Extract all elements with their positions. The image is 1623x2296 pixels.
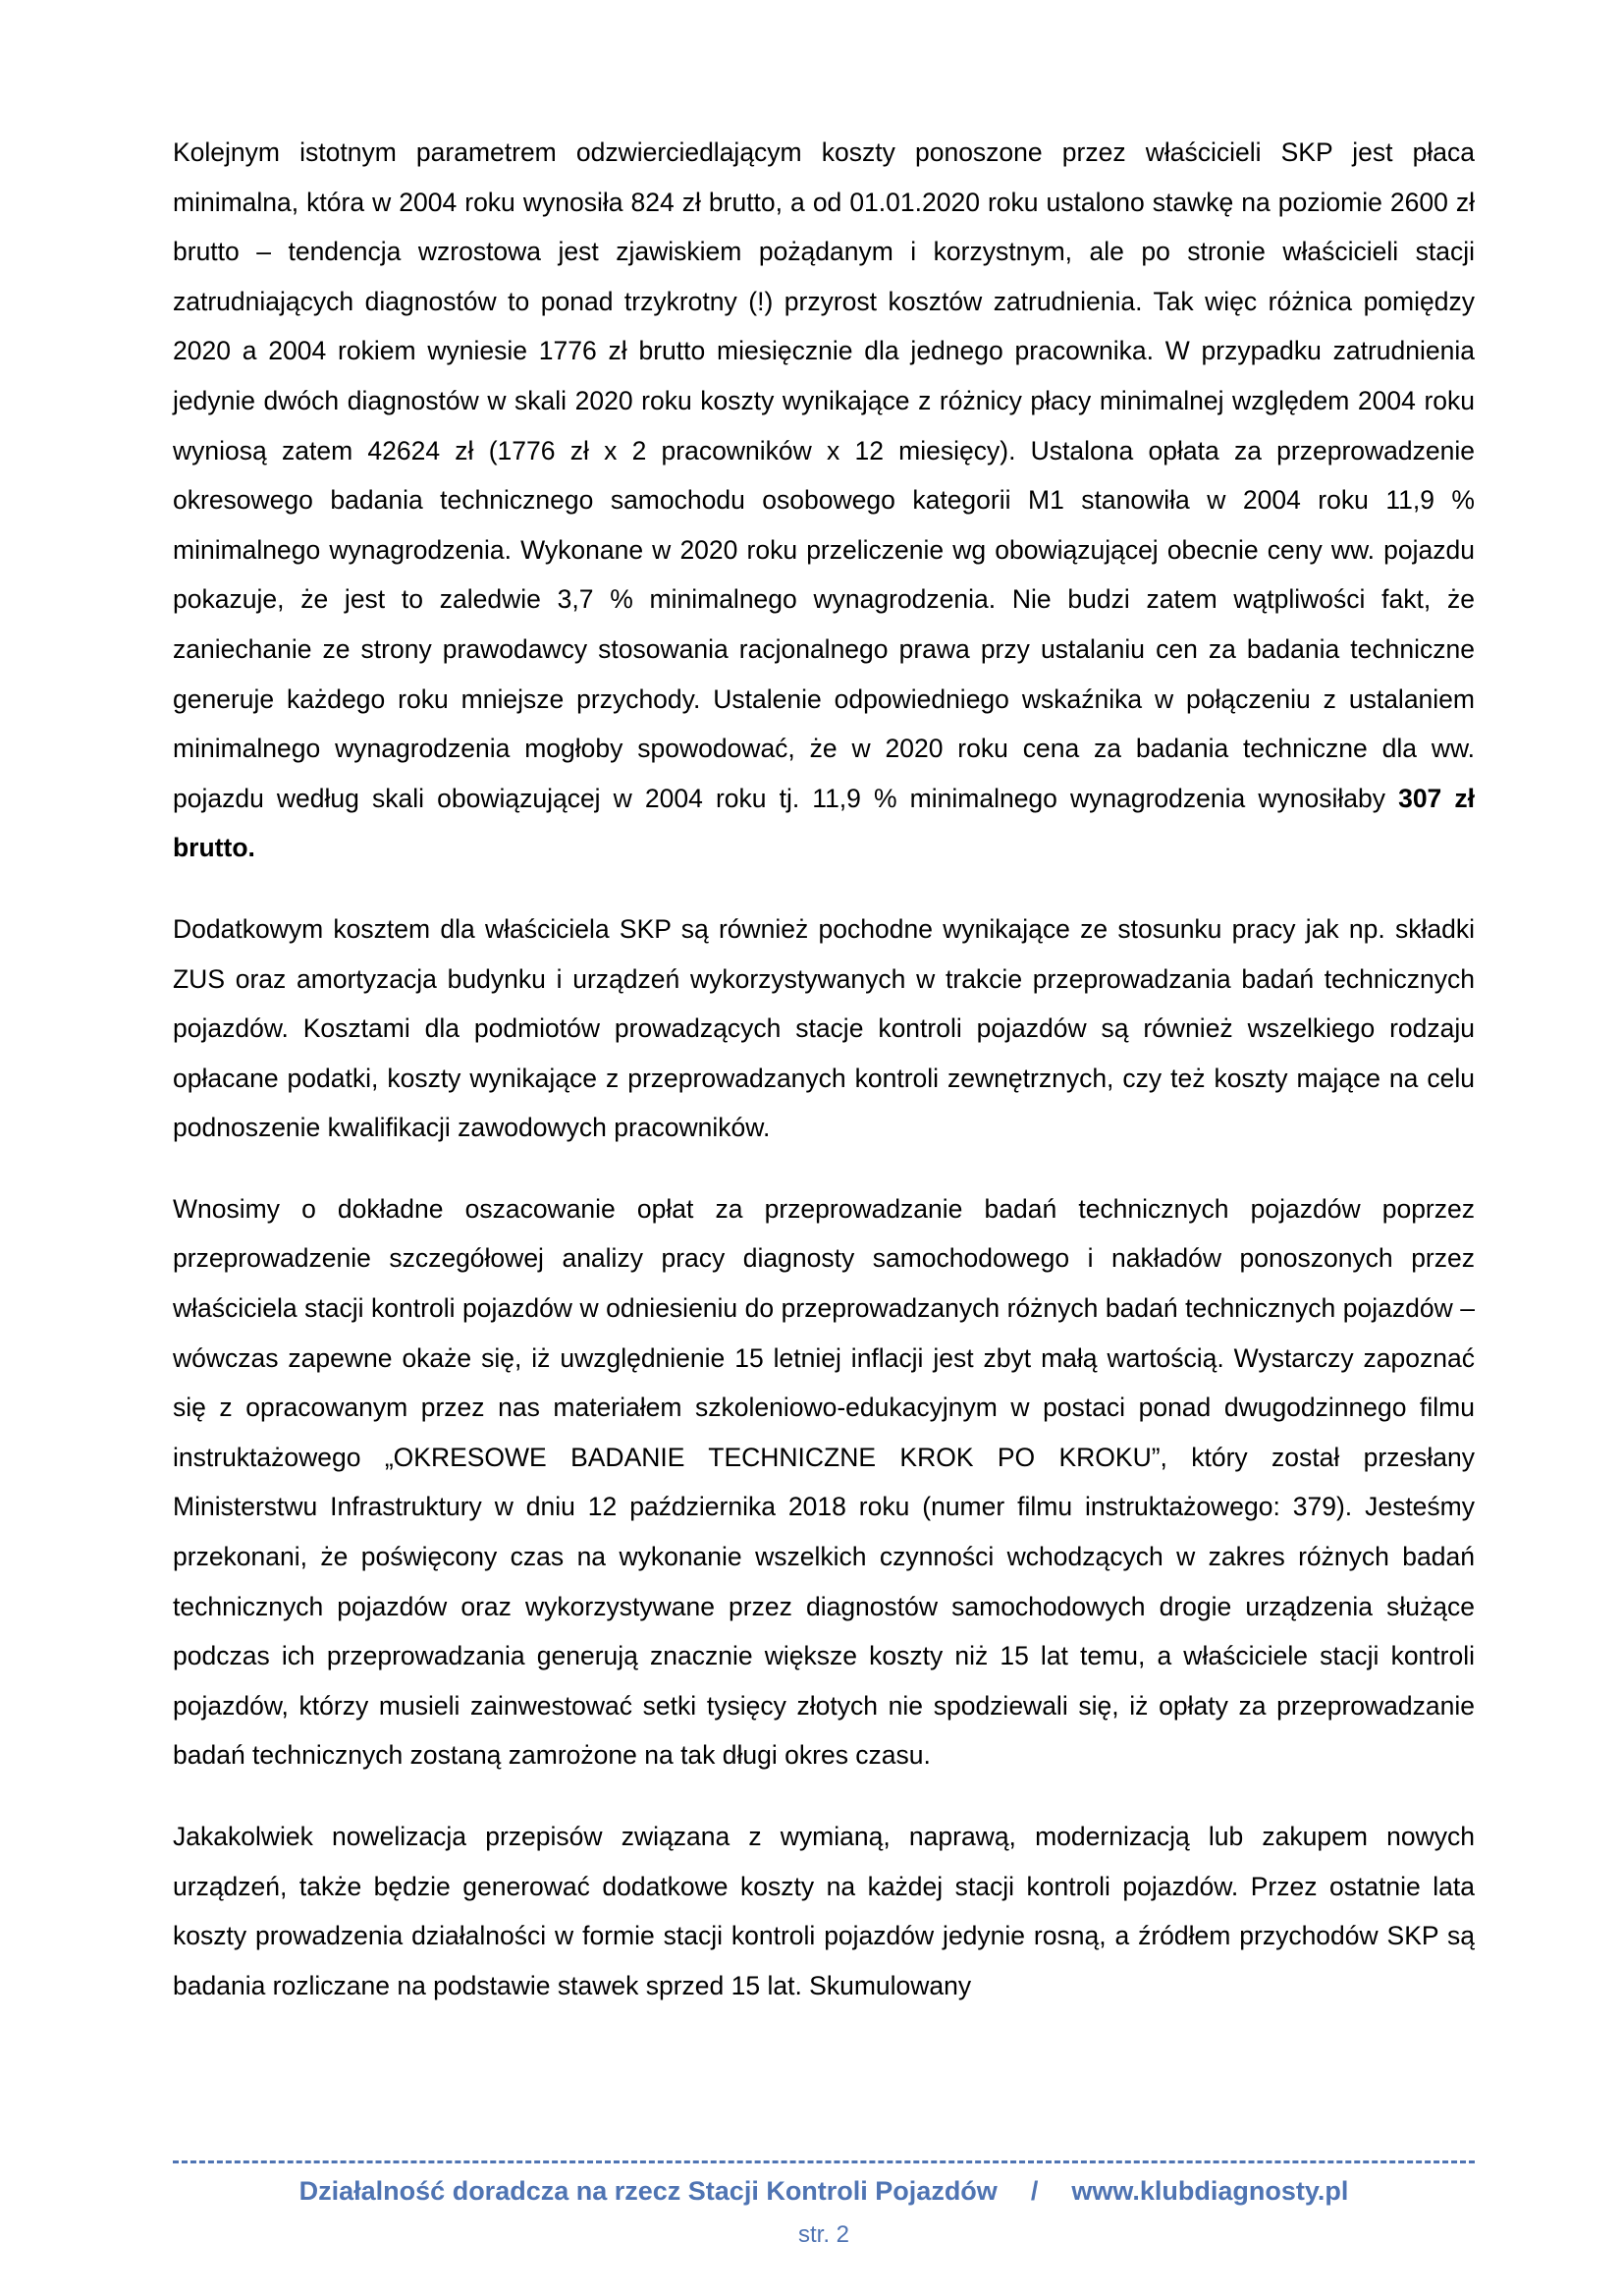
bold-price: 307 zł brutto. xyxy=(173,783,1476,863)
footer-separator: / xyxy=(1030,2176,1039,2206)
paragraph-request-estimate: Wnosimy o dokładne oszacowanie opłat za przeprowadzanie badań technicznych pojazdów poprzez przeprowadzenie szczegółowej analizy pracy diagnosty samochodowego i nakładów ponoszonych przez właściciela stacji kontroli pojazdów w odniesieniu do przeprowadzanych różnych badań technicznych pojazdów – wówczas zapewne okaże się, iż uwzględnienie 15 letniej inflacji jest zbyt małą wartością. Wystarczy zapoznać się z opracowanym przez nas materiałem szkoleniowo-edukacyjnym w postaci ponad dwugodzinnego filmu instruktażowego „OKRESOWE BADANIE TECHNICZNE KROK PO KROKU”, który został przesłany Ministerstwu Infrastruktury w dniu 12 października 2018 roku (numer filmu instruktażowego: 379). Jesteśmy przekonani, że poświęcony czas na wykonanie wszelkich czynności wchodzących w zakres różnych badań technicznych pojazdów oraz wykorzystywane przez diagnostów samochodowych drogie urządzenia służące podczas ich przeprowadzania generują znacznie większe koszty niż 15 lat temu, a właściciele stacji kontroli pojazdów, którzy musieli zainwestować setki tysięcy złotych nie spodziewali się, iż opłaty za przeprowadzanie badań technicznych zostaną zamrożone na tak długi okres czasu. xyxy=(173,1193,1475,1771)
page-number: str. 2 xyxy=(797,2221,850,2248)
footer-organization: Działalność doradcza na rzecz Stacji Kontroli Pojazdów xyxy=(298,2176,998,2206)
paragraph-minimum-wage xyxy=(173,128,1475,873)
paragraph-additional-costs: Dodatkowym kosztem dla właściciela SKP są również pochodne wynikające ze stosunku pracy jak np. składki ZUS oraz amortyzacja budynku i urządzeń wykorzystywanych w trakcie przeprowadzania badań technicznych pojazdów. Kosztami dla podmiotów prowadzących stacje kontroli pojazdów są również wszelkiego rodzaju opłacane podatki, koszty wynikające z przeprowadzanych kontroli zewnętrznych, czy też koszty mające na celu podnoszenie kwalifikacji zawodowych pracowników. xyxy=(173,913,1475,1143)
paragraph-amendment: Jakakolwiek nowelizacja przepisów związana z wymianą, naprawą, modernizacją lub zakupem nowych urządzeń, także będzie generować dodatkowe koszty na każdej stacji kontroli pojazdów. Przez ostatnie lata koszty prowadzenia działalności w formie stacji kontroli pojazdów jedynie rosną, a źródłem przychodów SKP są badania rozliczane na podstawie stawek sprzed 15 lat. Skumulowany xyxy=(173,1822,1475,2000)
document-body xyxy=(173,128,1475,2042)
footer-divider xyxy=(173,2160,1475,2163)
footer xyxy=(173,2176,1475,2207)
footer-website-link[interactable]: www.klubdiagnosty.pl xyxy=(1071,2176,1349,2206)
paragraph-text: Kolejnym istotnym parametrem odzwierciedlającym koszty ponoszone przez właścicieli SKP jest płaca minimalna, która w 2004 roku wynosiła 824 zł brutto, a od 01.01.2020 roku ustalono stawkę na poziomie 2600 zł brutto – tendencja wzrostowa jest zjawiskiem pożądanym i korzystnym, ale po stronie właścicieli stacji zatrudniających diagnostów to ponad trzykrotny (!) przyrost kosztów zatrudnienia. Tak więc różnica pomiędzy 2020 a 2004 rokiem wyniesie 1776 zł brutto miesięcznie dla jednego pracownika. W przypadku zatrudnienia jedynie dwóch diagnostów w skali 2020 roku koszty wynikające z różnicy płacy minimalnej względem 2004 roku wyniosą zatem 42624 zł (1776 zł x 2 pracowników x 12 miesięcy). Ustalona opłata za przeprowadzenie okresowego badania technicznego samochodu osobowego kategorii M1 stanowiła w 2004 roku 11,9 % minimalnego wynagrodzenia. Wykonane w 2020 roku przeliczenie wg obowiązującej obecnie ceny ww. pojazdu pokazuje, że jest to zaledwie 3,7 % minimalnego wynagrodzenia. Nie budzi zatem wątpliwości fakt, że zaniechanie ze strony prawodawcy stosowania racjonalnego prawa przy ustalaniu cen za badania techniczne generuje każdego roku mniejsze przychody. Ustalenie odpowiedniego wskaźnika w połączeniu z ustalaniem minimalnego wynagrodzenia mogłoby spowodować, że w 2020 roku cena za badania techniczne dla ww. pojazdu według skali obowiązującej w 2004 roku tj. 11,9 % minimalnego wynagrodzenia wynosiłaby xyxy=(173,137,1475,813)
